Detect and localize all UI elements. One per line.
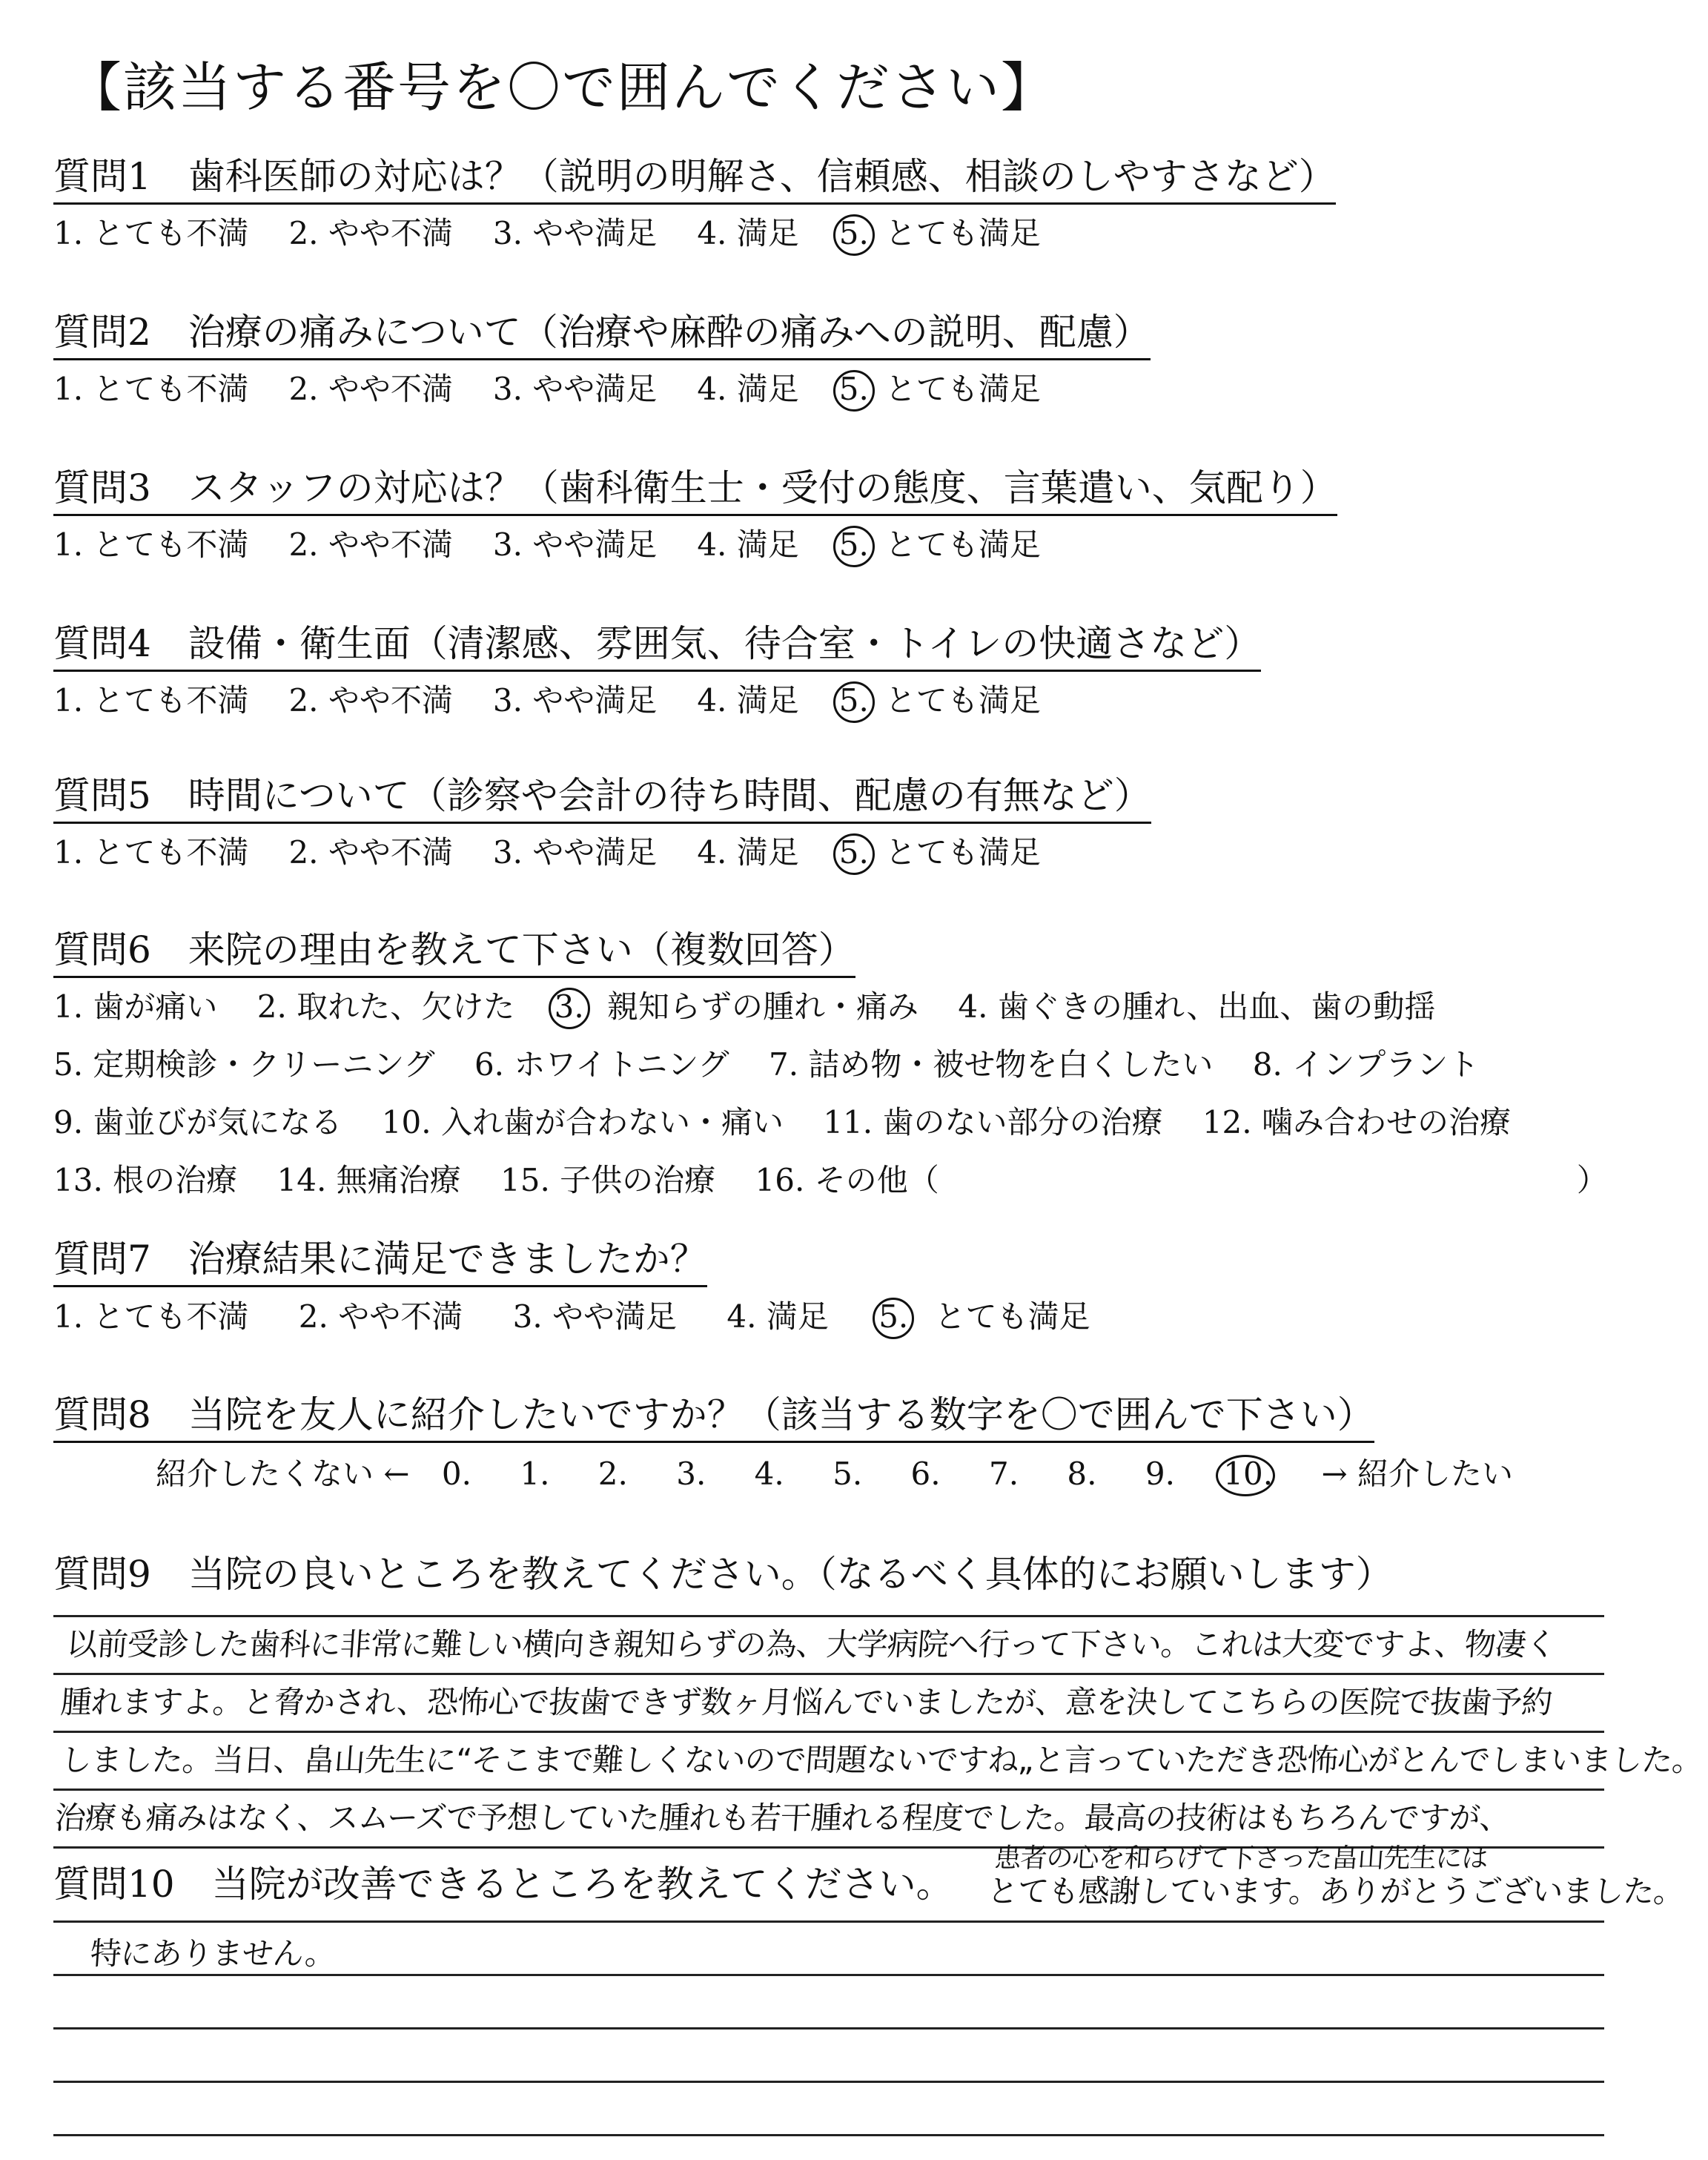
question-8-title: 質問8 当院を友人に紹介したいですか？（該当する数字を〇で囲んで下さい） bbox=[53, 1390, 1374, 1443]
q6-option-8[interactable]: 8. インプラント bbox=[1252, 1046, 1480, 1083]
page-header: 【該当する番号を〇で囲んでください】 bbox=[68, 56, 1056, 119]
q9-answer-line-3: しました。当日、畠山先生に“そこまで難しくないので問題ないですね„と言っていただき恐怖心がとんでしまいました。 bbox=[59, 1742, 1704, 1778]
q10-answer-rule-2 bbox=[53, 1974, 1604, 1976]
question-6-line-2 bbox=[53, 1044, 1479, 1086]
q3-option-3[interactable]: 3. やや満足 bbox=[492, 526, 658, 563]
q9-answer-line-2: 腫れますよ。と脅かされ、恐怖心で抜歯できず数ヶ月悩んでいましたが、意を決してこちらの医院で抜歯予約 bbox=[59, 1684, 1554, 1720]
q4-option-2[interactable]: 2. やや不満 bbox=[288, 682, 453, 719]
question-6-line-1 bbox=[53, 986, 1435, 1028]
q8-right-label: → 紹介したい bbox=[1321, 1456, 1513, 1492]
q6-option-16[interactable]: 16. その他（ bbox=[755, 1162, 939, 1198]
q10-answer: 特にありません。 bbox=[89, 1935, 337, 1972]
q9-answer-line-4: 治療も痛みはなく、スムーズで予想していた腫れも若干腫れる程度でした。最高の技術はもちろんですが、 bbox=[53, 1800, 1512, 1836]
q3-option-5-label: とても満足 bbox=[884, 526, 1041, 563]
question-2-title: 質問2 治療の痛みについて（治療や麻酔の痛みへの説明、配慮） bbox=[53, 308, 1151, 360]
question-9-title: 質問9 当院の良いところを教えてください。（なるべく具体的にお願いします） bbox=[53, 1553, 1393, 1596]
q1-option-4[interactable]: 4. 満足 bbox=[697, 215, 799, 251]
q2-option-4[interactable]: 4. 満足 bbox=[697, 371, 799, 407]
q2-option-1[interactable]: 1. とても不満 bbox=[53, 371, 249, 407]
question-5-options bbox=[53, 832, 1041, 873]
q10-answer-rule-5 bbox=[53, 2134, 1604, 2136]
q2-option-5-circled[interactable]: 5. bbox=[839, 369, 869, 410]
q8-option-7[interactable]: 7. bbox=[988, 1456, 1019, 1492]
q7-option-2[interactable]: 2. やや不満 bbox=[298, 1298, 463, 1335]
q6-option-14[interactable]: 14. 無痛治療 bbox=[277, 1162, 461, 1198]
question-3-title: 質問3 スタッフの対応は？（歯科衛生士・受付の態度、言葉遣い、気配り） bbox=[53, 463, 1337, 516]
q9-answer-rule-2 bbox=[53, 1673, 1604, 1675]
question-4-options bbox=[53, 680, 1041, 721]
q6-option-12[interactable]: 12. 噛み合わせの治療 bbox=[1202, 1104, 1511, 1140]
q8-left-label: 紹介したくない ← bbox=[156, 1456, 410, 1492]
question-10-title: 質問10 当院が改善できるところを教えてください。 bbox=[53, 1863, 953, 1906]
question-7-title: 質問7 治療結果に満足できましたか？ bbox=[53, 1235, 707, 1287]
q9-answer-rule-4 bbox=[53, 1789, 1604, 1791]
q1-option-1[interactable]: 1. とても不満 bbox=[53, 215, 249, 251]
q7-option-5-label: とても満足 bbox=[934, 1298, 1090, 1335]
q8-option-6[interactable]: 6. bbox=[910, 1456, 941, 1492]
q8-option-4[interactable]: 4. bbox=[754, 1456, 784, 1492]
q6-option-4[interactable]: 4. 歯ぐきの腫れ、出血、歯の動揺 bbox=[958, 988, 1436, 1025]
q4-option-5-circled[interactable]: 5. bbox=[839, 680, 869, 721]
question-2-options bbox=[53, 369, 1041, 410]
q7-option-1[interactable]: 1. とても不満 bbox=[53, 1298, 249, 1335]
q9-answer-rule-1 bbox=[53, 1615, 1604, 1617]
question-5-title: 質問5 時間について（診察や会計の待ち時間、配慮の有無など） bbox=[53, 771, 1151, 824]
q1-option-3[interactable]: 3. やや満足 bbox=[492, 215, 658, 251]
q5-option-5-label: とても満足 bbox=[884, 834, 1041, 871]
q5-option-1[interactable]: 1. とても不満 bbox=[53, 834, 249, 871]
q8-option-0[interactable]: 0. bbox=[441, 1456, 471, 1492]
q6-option-11[interactable]: 11. 歯のない部分の治療 bbox=[823, 1104, 1163, 1140]
q6-option-10[interactable]: 10. 入れ歯が合わない・痛い bbox=[381, 1104, 784, 1140]
q5-option-5-circled[interactable]: 5. bbox=[839, 832, 869, 873]
q8-option-3[interactable]: 3. bbox=[676, 1456, 706, 1492]
q3-option-5-circled[interactable]: 5. bbox=[839, 524, 869, 566]
q6-option-15[interactable]: 15. 子供の治療 bbox=[500, 1162, 716, 1198]
q9-answer-line-5: 患者の心を和らげて下さった畠山先生には bbox=[993, 1843, 1489, 1874]
question-6-line-3 bbox=[53, 1102, 1511, 1143]
q6-option-2[interactable]: 2. 取れた、欠けた bbox=[256, 988, 515, 1025]
q3-option-4[interactable]: 4. 満足 bbox=[697, 526, 799, 563]
q1-option-2[interactable]: 2. やや不満 bbox=[288, 215, 453, 251]
q4-option-3[interactable]: 3. やや満足 bbox=[492, 682, 658, 719]
q6-option-13[interactable]: 13. 根の治療 bbox=[53, 1162, 238, 1198]
q1-option-5-label: とても満足 bbox=[884, 215, 1041, 251]
q6-option-9[interactable]: 9. 歯並びが気になる bbox=[53, 1104, 342, 1140]
question-1-options bbox=[53, 213, 1041, 254]
q7-option-3[interactable]: 3. やや満足 bbox=[512, 1298, 678, 1335]
question-4-title: 質問4 設備・衛生面（清潔感、雰囲気、待合室・トイレの快適さなど） bbox=[53, 619, 1261, 672]
q9-answer-line-1: 以前受診した歯科に非常に難しい横向き親知らずの為、大学病院へ行って下さい。これは大変ですよ、物凄く bbox=[65, 1626, 1558, 1662]
q6-option-3-label: 親知らずの腫れ・痛み bbox=[607, 988, 919, 1025]
question-3-options bbox=[53, 524, 1041, 566]
q8-option-5[interactable]: 5. bbox=[833, 1456, 863, 1492]
q9-answer-rule-3 bbox=[53, 1731, 1604, 1733]
q6-option-6[interactable]: 6. ホワイトニング bbox=[474, 1046, 729, 1083]
q5-option-4[interactable]: 4. 満足 bbox=[697, 834, 799, 871]
q5-option-2[interactable]: 2. やや不満 bbox=[288, 834, 453, 871]
q8-option-10-circled[interactable]: 10. bbox=[1223, 1453, 1273, 1495]
q2-option-2[interactable]: 2. やや不満 bbox=[288, 371, 453, 407]
q8-option-9[interactable]: 9. bbox=[1145, 1456, 1175, 1492]
q9-answer-line-6: とても感謝しています。ありがとうございました。 bbox=[986, 1873, 1686, 1909]
q2-option-5-label: とても満足 bbox=[884, 371, 1041, 407]
question-7-options bbox=[53, 1296, 1090, 1338]
q3-option-1[interactable]: 1. とても不満 bbox=[53, 526, 249, 563]
q4-option-5-label: とても満足 bbox=[884, 682, 1041, 719]
q4-option-1[interactable]: 1. とても不満 bbox=[53, 682, 249, 719]
q10-answer-rule-1 bbox=[53, 1920, 1604, 1923]
question-8-scale bbox=[156, 1453, 1513, 1495]
q10-answer-rule-3 bbox=[53, 2027, 1604, 2029]
q6-option-1[interactable]: 1. 歯が痛い bbox=[53, 988, 218, 1025]
q8-option-1[interactable]: 1. bbox=[520, 1456, 550, 1492]
q6-option-3-circled[interactable]: 3. bbox=[555, 986, 584, 1028]
q10-answer-rule-4 bbox=[53, 2081, 1604, 2083]
q6-option-7[interactable]: 7. 詰め物・被せ物を白くしたい bbox=[768, 1046, 1214, 1083]
question-1-title: 質問1 歯科医師の対応は？（説明の明解さ、信頼感、相談のしやすさなど） bbox=[53, 152, 1336, 205]
question-6-title: 質問6 来院の理由を教えて下さい（複数回答） bbox=[53, 925, 855, 978]
q8-option-8[interactable]: 8. bbox=[1067, 1456, 1097, 1492]
q5-option-3[interactable]: 3. やや満足 bbox=[492, 834, 658, 871]
q6-option-5[interactable]: 5. 定期検診・クリーニング bbox=[53, 1046, 435, 1083]
q2-option-3[interactable]: 3. やや満足 bbox=[492, 371, 658, 407]
q1-option-5-circled[interactable]: 5. bbox=[839, 213, 869, 254]
question-6-line-4 bbox=[53, 1160, 1608, 1201]
q7-option-4[interactable]: 4. 満足 bbox=[726, 1298, 829, 1335]
q6-other-close: ） bbox=[1576, 1162, 1608, 1198]
q3-option-2[interactable]: 2. やや不満 bbox=[288, 526, 453, 563]
q8-option-2[interactable]: 2. bbox=[598, 1456, 628, 1492]
q7-option-5-circled[interactable]: 5. bbox=[878, 1296, 908, 1338]
q4-option-4[interactable]: 4. 満足 bbox=[697, 682, 799, 719]
